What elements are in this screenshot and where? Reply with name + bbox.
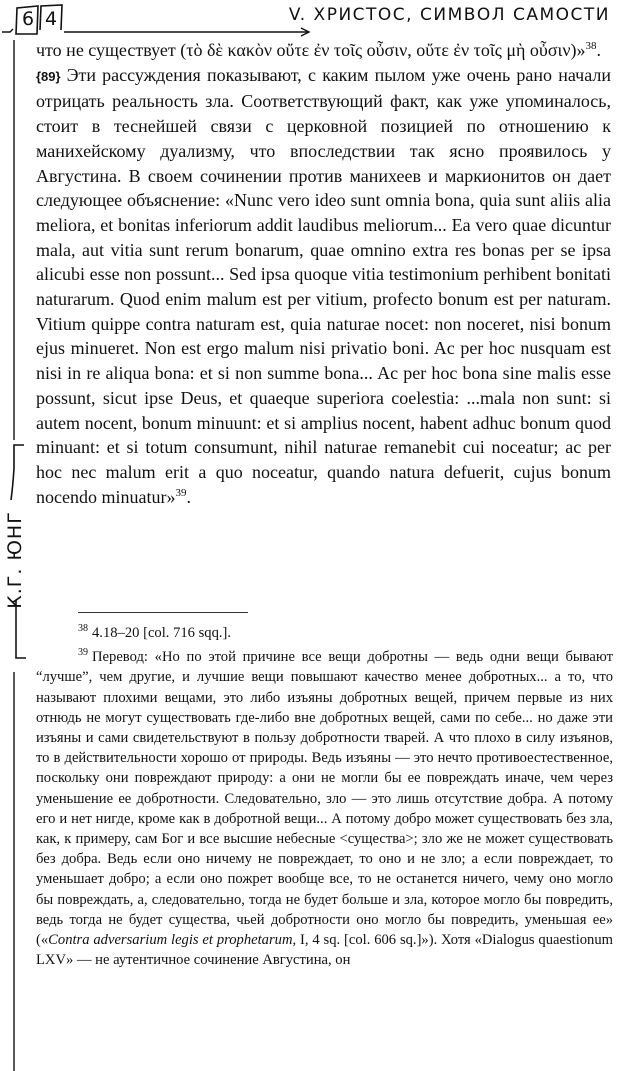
footnotes <box>36 623 613 970</box>
footnote-38 <box>36 623 613 643</box>
running-title: V. ХРИСТОС, СИМВОЛ САМОСТИ <box>288 5 610 25</box>
footnote-mark: 39 <box>78 647 88 659</box>
main-text <box>36 38 611 509</box>
footnote-separator <box>78 612 248 613</box>
page-header <box>0 0 620 40</box>
page-number-digit-1: 6 <box>21 8 35 30</box>
page-number-digit-2: 4 <box>44 8 58 30</box>
footnote-text: Перевод: «Но по этой причине все вещи добротны — ведь одни вещи бывают “лучше”, чем другие, и лучшие вещи повышают качество менее добротных... а то, что называют плохими вещами, это либо изъяны добротных вещей, причем первые из них отнюдь не могут существовать где-либо вне добротных вещей, сами по себе... но даже эти изъяны и сами свидетельствуют в пользу добротности тварей. А что плохо в силу изъянов, то в действительности хорошо от природы. Ведь изъяны — это нечто противоестественное, поскольку они повреждают природу: а они не могли бы ее повреждать иначе, чем через уменьшение ее добротности. Следовательно, зло — это лишь отсутствие добра. А потому его и нет нигде, кроме как в добротной вещи... А потому добро может существовать без зла, как, к примеру, сам Бог и все высшие небесные <существа>; зло же не может существовать без добра. Ведь если оно ничему не повреждает, то оно и не зло; а если повреждает, то уменьшает добро; а если оно пожрет вообще все, то не останется ничего, чему оно могло бы повреждать, а, следовательно, тогда не будет больше и зла, которое могло бы повредить, ведь тогда не будет существа, чьей добротности оно могло бы повредить, уменьшая ее» (« <box>36 649 613 949</box>
footnote-mark: 38 <box>78 623 88 635</box>
continuation-paragraph: что не существует (τὸ δὲ κακὸν οὔτε ἐν τοῖς οὖσιν, οὔτε ἐν τοῖς μὴ οὖσιν)»$^{38}$. <box>36 40 601 60</box>
footnote-text-end: , I, 4 sq. [col. 606 sq.]»). Хотя «Dialogus quaestionum LXV» — не аутентичное сочинение Августина, он <box>36 932 613 969</box>
footnote-ref-39: 39 <box>175 486 187 499</box>
paragraph-89: {89} Эти рассуждения показывают, с каким пылом уже очень рано начали отрицать реальность зла. Соответствующий факт, как уже упоминалось, стоит в теснейшей связи с церковной позицией по отношению к манихейскому дуализму, что впоследствии так ясно проявилось у Августина. В своем сочинении против манихеев и маркионитов он дает следующее объяснение: «Nunc vero ideo sunt omnia bona, quia sunt aliis alia meliora, et bonitas inferiorum addit laudibus meliorum... Ea vero quae dicuntur mala, aut vitia sunt rerum bonarum, quae omnino extra res bonas per se ipsa alicubi esse non possunt... Sed ipsa quoque vitia testimonium perhibent bonitati naturarum. Quod enim malum est per vitium, profecto bonum est per naturam. Vitium quippe contra naturam est, quia naturae nocet: non noceret, nisi bonum ejus minueret. Non est ergo malum nisi privatio boni. Ac per hoc nusquam est nisi in re aliqua bona: et si non summe bona... Ac per hoc bona sine malis esse possunt, sicut ipse Deus, et quaeque superiora coelestia: ...mala non sunt: si autem nocent, bonum minuunt: et si amplius nocent, habent adhuc bonum quod minuant: et si totum consumunt, nihil naturae remanebit cui noceatur; ac per hoc nec malum erit a quo noceatur, quando natura defuerit, cujus bonum nocendo minuatur»$^{39}$. <box>36 64 611 507</box>
paragraph-text: Эти рассуждения показывают, с каким пылом уже очень рано начали отрицать реальность зла. Соответствующий факт, как уже упоминалось, стоит в теснейшей связи с церковной позицией по отношению к манихейскому дуализму, что впоследствии так ясно проявилось у Августина. В своем сочинении против манихеев и маркионитов он дает следующее объяснение: «Nunc vero ideo sunt omnia bona, quia sunt aliis alia meliora, et bonitas inferiorum addit laudibus meliorum... Ea vero quae dicuntur mala, aut vitia sunt rerum bonarum, quae omnino extra res bonas per se ipsa alicubi esse non possunt... Sed ipsa quoque vitia testimonium perhibent bonitati naturarum. Quod enim malum est per vitium, profecto bonum est per naturam. Vitium quippe contra naturam est, quia naturae nocet: non noceret, nisi bonum ejus minueret. Non est ergo malum nisi privatio boni. Ac per hoc nusquam est nisi in re aliqua bona: et si non summe bona... Ac per hoc bona sine malis esse possunt, sicut ipse Deus, et quaeque superiora coelestia: ...mala non sunt: si autem nocent, bonum minuunt: et si amplius nocent, habent adhuc bonum quod minuant: et si totum consumunt, nihil naturae remanebit cui noceatur; ac per hoc nec malum erit a quo noceatur, quando natura defuerit, cujus bonum nocendo minuatur» <box>36 64 611 507</box>
paragraph-number: {89} <box>36 68 61 84</box>
continuation-text: что не существует (τὸ δὲ κακὸν οὔτε ἐν τοῖς οὖσιν, οὔτε ἐν τοῖς μὴ οὖσιν)» <box>36 40 586 60</box>
footnote-title-italic: Contra adversarium legis et prophetarum <box>48 932 293 949</box>
footnote-39 <box>36 647 613 970</box>
author-mark: К.Г. ЮНГ <box>4 511 26 609</box>
footnote-ref-38: 38 <box>585 40 597 52</box>
side-ornament <box>0 40 34 1071</box>
footnote-text: 4.18–20 [col. 716 sqq.]. <box>92 625 232 641</box>
